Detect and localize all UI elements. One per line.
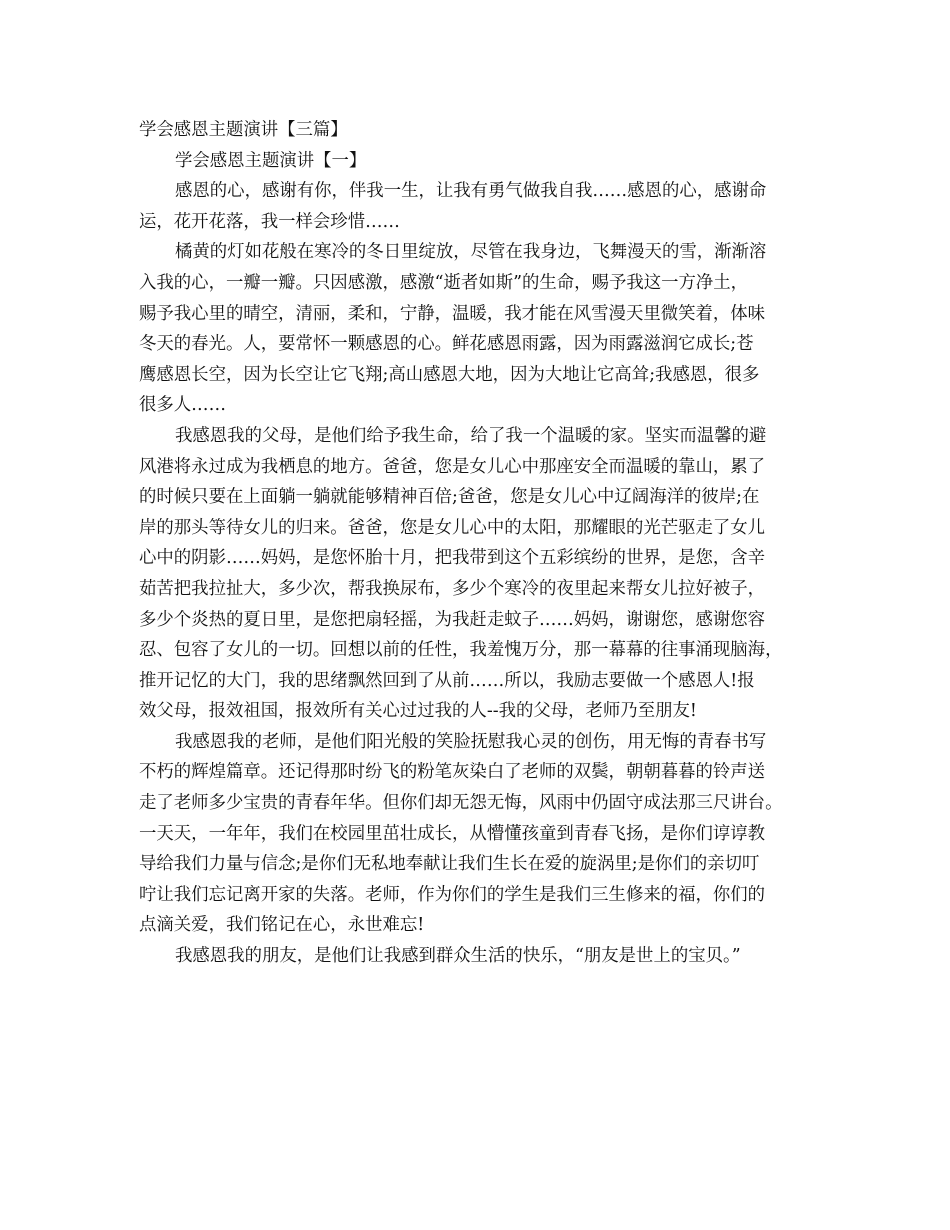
text-line: 效父母，报效祖国，报效所有关心过过我的人--我的父母，老师乃至朋友!	[139, 701, 697, 722]
text-line: 推开记忆的大门，我的思绪飘然回到了从前……所以，我励志要做一个感恩人!报	[139, 670, 755, 691]
text-line: 的时候只要在上面躺一躺就能够精神百倍;爸爸，您是女儿心中辽阔海洋的彼岸;在	[139, 487, 760, 508]
text-line: 走了老师多少宝贵的青春年华。但你们却无怨无悔，风雨中仍固守成法那三尺讲台。	[139, 793, 783, 814]
text-line: 茹苦把我拉扯大，多少次，帮我换尿布，多少个寒冷的夜里起来帮女儿拉好被子，	[139, 578, 766, 599]
text-line: 岸的那头等待女儿的归来。爸爸，您是女儿心中的太阳，那耀眼的光芒驱走了女儿	[139, 517, 766, 538]
text-line: 不朽的辉煌篇章。还记得那时纷飞的粉笔灰染白了老师的双鬓，朝朝暮暮的铃声送	[139, 762, 766, 783]
text-line: 忍、包容了女儿的一切。回想以前的任性，我羞愧万分，那一幕幕的往事涌现脑海，	[139, 640, 783, 661]
text-line: 风港将永过成为我栖息的地方。爸爸，您是女儿心中那座安全而温暖的靠山，累了	[139, 456, 766, 477]
text-line: 鹰感恩长空，因为长空让它飞翔;高山感恩大地，因为大地让它高耸;我感恩，很多	[139, 364, 760, 385]
text-line: 我感恩我的父母，是他们给予我生命，给了我一个温暖的家。坚实而温馨的避	[175, 425, 767, 446]
text-line: 很多人……	[139, 395, 226, 416]
text-line: 入我的心，一瓣一瓣。只因感激，感激“逝者如斯”的生命，赐予我这一方净土，	[139, 272, 749, 293]
text-line: 我感恩我的朋友，是他们让我感到群众生活的快乐，“朋友是世上的宝贝。”	[175, 946, 741, 967]
document-title: 学会感恩主题演讲【三篇】	[139, 120, 348, 140]
text-line: 点滴关爱，我们铭记在心，永世难忘!	[139, 915, 425, 936]
document-body	[139, 115, 827, 972]
text-line: 咛让我们忘记离开家的失落。老师，作为你们的学生是我们三生修来的福，你们的	[139, 884, 766, 905]
text-line: 赐予我心里的晴空，清丽，柔和，宁静，温暖，我才能在风雪漫天里微笑着，体味	[139, 303, 766, 324]
text-line: 一天天，一年年，我们在校园里茁壮成长，从懵懂孩童到青春飞扬，是你们谆谆教	[139, 823, 766, 844]
text-line: 多少个炎热的夏日里，是您把扇轻摇，为我赶走蚊子……妈妈，谢谢您，感谢您容	[139, 609, 766, 630]
text-line: 我感恩我的老师，是他们阳光般的笑脸抚慰我心灵的创伤，用无悔的青春书写	[175, 731, 767, 752]
section-heading: 学会感恩主题演讲【一】	[175, 150, 367, 171]
text-line: 心中的阴影……妈妈，是您怀胎十月，把我带到这个五彩缤纷的世界，是您，含辛	[139, 548, 766, 569]
text-line: 冬天的春光。人，要常怀一颗感恩的心。鲜花感恩雨露，因为雨露滋润它成长;苍	[139, 334, 754, 355]
text-line: 橘黄的灯如花般在寒冷的冬日里绽放，尽管在我身边，飞舞漫天的雪，渐渐溶	[175, 242, 767, 263]
text-line: 导给我们力量与信念;是你们无私地奉献让我们生长在爱的旋涡里;是你们的亲切叮	[139, 854, 760, 875]
text-line: 运，花开花落，我一样会珍惜……	[139, 211, 400, 232]
text-line: 感恩的心，感谢有你，伴我一生，让我有勇气做我自我……感恩的心，感谢命	[175, 181, 767, 202]
